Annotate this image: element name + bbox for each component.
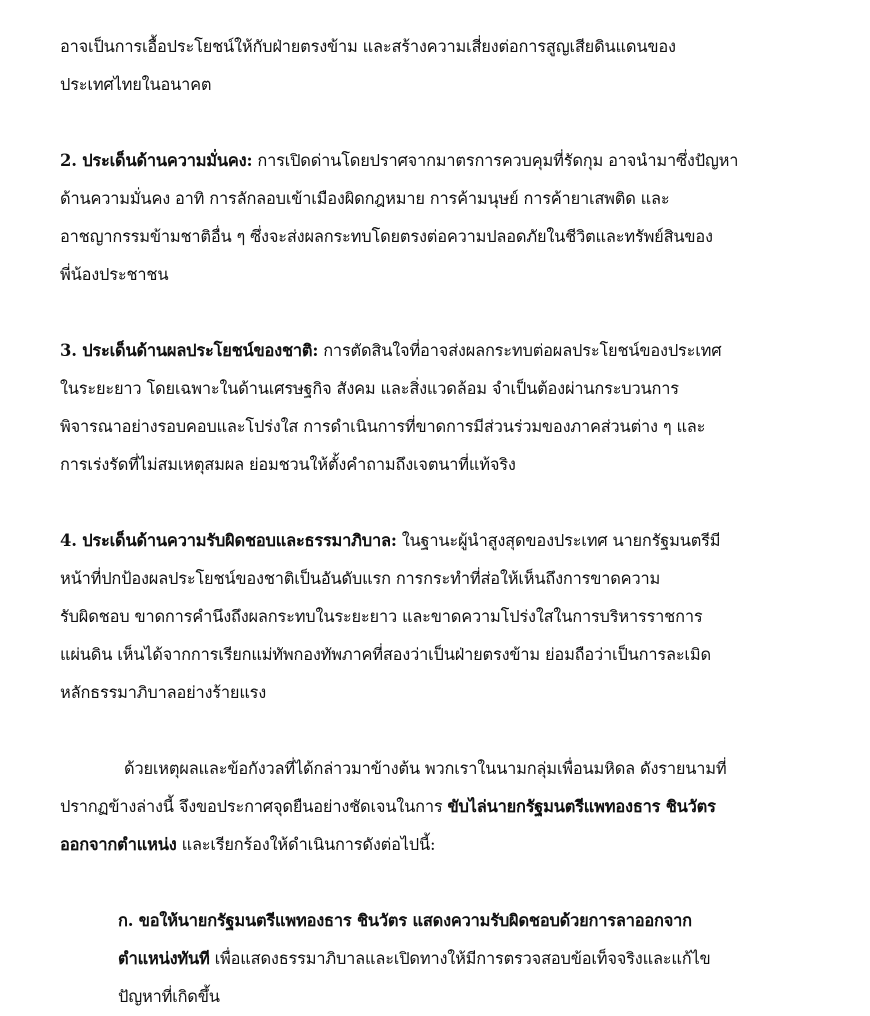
intro-line-2: ประเทศไทยในอนาคต xyxy=(60,75,212,94)
demand-a-paragraph xyxy=(60,902,830,1016)
point-4-line-4: แผ่นดิน เห็นได้จากการเรียกแม่ทัพกองทัพภาคที่สองว่าเป็นฝ่ายตรงข้าม ย่อมถือว่าเป็นการละเมิด xyxy=(60,645,711,664)
paragraph-gap xyxy=(60,864,830,902)
point-4-line-1-text: ในฐานะผู้นำสูงสุดของประเทศ นายกรัฐมนตรีมี xyxy=(396,531,721,550)
demand-a-line-1 xyxy=(118,902,830,940)
point-4-line-1 xyxy=(60,522,830,560)
conclusion-demand-bold-cont: ออกจากตำแหน่ง xyxy=(60,835,177,854)
demand-a-line-3: ปัญหาที่เกิดขึ้น xyxy=(118,987,220,1006)
point-3-line-4: การเร่งรัดที่ไม่สมเหตุสมผล ย่อมชวนให้ตั้งคำถามถึงเจตนาที่แท้จริง xyxy=(60,455,516,474)
demand-a-bold-cont: ตำแหน่งทันที xyxy=(118,949,210,968)
point-3-line-3: พิจารณาอย่างรอบคอบและโปร่งใส การดำเนินการที่ขาดการมีส่วนร่วมของภาคส่วนต่าง ๆ และ xyxy=(60,417,706,436)
demand-a-line-2-text: เพื่อแสดงธรรมาภิบาลและเปิดทางให้มีการตรวจสอบข้อเท็จจริงและแก้ไข xyxy=(209,949,711,968)
point-2-line-1 xyxy=(60,142,830,180)
intro-line-1: อาจเป็นการเอื้อประโยชน์ให้กับฝ่ายตรงข้าม และสร้างความเสี่ยงต่อการสูญเสียดินแดนของ xyxy=(60,37,676,56)
point-2-paragraph xyxy=(60,142,830,294)
paragraph-gap xyxy=(60,712,830,750)
demand-a-line-2 xyxy=(118,940,830,978)
point-4-line-3: รับผิดชอบ ขาดการคำนึงถึงผลกระทบในระยะยาว และขาดความโปร่งใสในการบริหารราชการ xyxy=(60,607,703,626)
conclusion-line-1: ด้วยเหตุผลและข้อกังวลที่ได้กล่าวมาข้างต้น พวกเราในนามกลุ่มเพื่อนมหิดล ดังรายนามที่ xyxy=(124,759,727,778)
demand-a-bold: ก. ขอให้นายกรัฐมนตรีแพทองธาร ชินวัตร แสดงความรับผิดชอบด้วยการลาออกจาก xyxy=(118,911,692,930)
paragraph-gap xyxy=(60,294,830,332)
point-3-line-1 xyxy=(60,332,830,370)
conclusion-line-3-text: และเรียกร้องให้ดำเนินการดังต่อไปนี้: xyxy=(176,835,436,854)
paragraph-gap xyxy=(60,484,830,522)
conclusion-demand-bold: ขับไล่นายกรัฐมนตรีแพทองธาร ชินวัตร xyxy=(447,797,716,816)
point-3-heading: 3. ประเด็นด้านผลประโยชน์ของชาติ: xyxy=(60,341,319,360)
point-3-line-1-text: การตัดสินใจที่อาจส่งผลกระทบต่อผลประโยชน์ของประเทศ xyxy=(318,341,722,360)
conclusion-line-2-text: ปรากฏข้างล่างนี้ จึงขอประกาศจุดยืนอย่างชัดเจนในการ xyxy=(60,797,448,816)
point-4-line-5: หลักธรรมาภิบาลอย่างร้ายแรง xyxy=(60,683,267,702)
point-2-line-2: ด้านความมั่นคง อาทิ การลักลอบเข้าเมืองผิดกฎหมาย การค้ามนุษย์ การค้ายาเสพติด และ xyxy=(60,189,670,208)
conclusion-line-2 xyxy=(60,788,830,826)
point-4-paragraph xyxy=(60,522,830,712)
conclusion-paragraph xyxy=(60,750,830,864)
point-2-heading: 2. ประเด็นด้านความมั่นคง: xyxy=(60,151,253,170)
point-2-line-4: พี่น้องประชาชน xyxy=(60,265,169,284)
point-2-line-3: อาชญากรรมข้ามชาติอื่น ๆ ซึ่งจะส่งผลกระทบโดยตรงต่อความปลอดภัยในชีวิตและทรัพย์สินของ xyxy=(60,227,713,246)
conclusion-line-3 xyxy=(60,826,830,864)
paragraph-gap xyxy=(60,104,830,142)
point-4-heading: 4. ประเด็นด้านความรับผิดชอบและธรรมาภิบาล: xyxy=(60,531,397,550)
point-2-line-1-text: การเปิดด่านโดยปราศจากมาตรการควบคุมที่รัดกุม อาจนำมาซึ่งปัญหา xyxy=(252,151,739,170)
point-3-paragraph xyxy=(60,332,830,484)
point-3-line-2: ในระยะยาว โดยเฉพาะในด้านเศรษฐกิจ สังคม และสิ่งแวดล้อม จำเป็นต้องผ่านกระบวนการ xyxy=(60,379,679,398)
point-4-line-2: หน้าที่ปกป้องผลประโยชน์ของชาติเป็นอันดับแรก การกระทำที่ส่อให้เห็นถึงการขาดความ xyxy=(60,569,661,588)
